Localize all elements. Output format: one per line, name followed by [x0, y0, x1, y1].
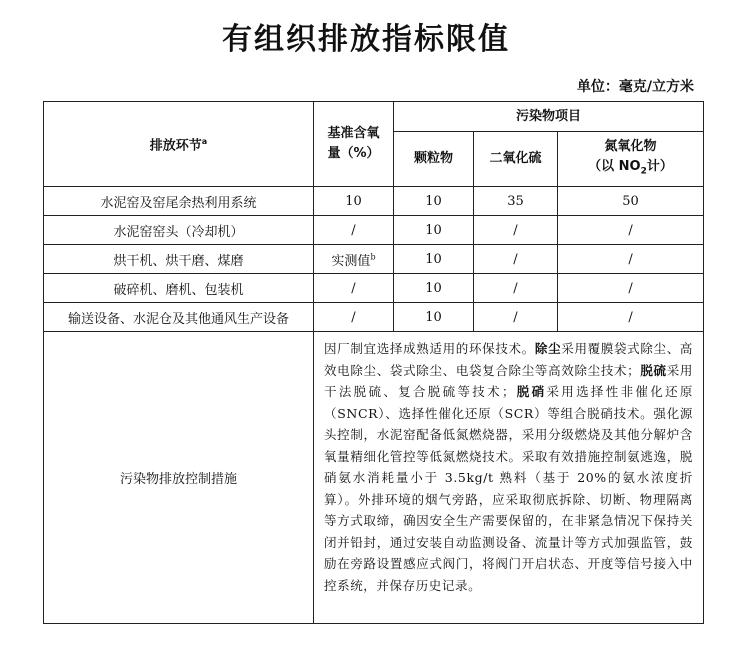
so2-cell: /	[474, 303, 558, 332]
nox-cell: /	[558, 274, 704, 303]
stage-cell: 破碎机、磨机、包装机	[44, 274, 314, 303]
header-nox	[558, 132, 704, 187]
so2-cell: /	[474, 274, 558, 303]
emission-limits-table	[43, 101, 704, 624]
header-so2: 二氧化硫	[474, 132, 558, 187]
so2-cell: /	[474, 245, 558, 274]
header-stage	[44, 102, 314, 187]
dust-removal-keyword: 除尘	[534, 341, 562, 356]
measures-row	[44, 332, 704, 624]
oxygen-cell: /	[314, 216, 394, 245]
header-nox-line2: （以 $NO_2$计）	[588, 158, 673, 177]
header-nox-line1: 氮氧化物	[604, 138, 657, 154]
footnote-mark-b: b	[370, 252, 376, 262]
measures-text: 因厂制宜选择成熟适用的环保技术。除尘采用覆膜袋式除尘、高效电除尘、袋式除尘、电袋复合除尘等高效除尘技术；脱硫采用干法脱硫、复合脱硫等技术；脱硝采用选择性非催化还原（SNCR）、选择性催化还原（SCR）等组合脱硝技术。强化源头控制，水泥窑配备低氮燃烧器，采用分级燃烧及其他分解炉含氧量精细化管控等低氮燃烧技术。采取有效措施控制氨逃逸，脱硝氨水消耗量小于 3.5kg/t 熟料（基于 20%的氨水浓度折算）。外排环境的烟气旁路，应采取彻底拆除、切断、物理隔离等方式取缔，确因安全生产需要保留的，在非紧急情况下保持关闭并铅封，通过安装自动监测设备、流量计等方式加强监管，鼓励在旁路设置感应式阀门，将阀门开启状态、开度等信号接入中控系统，并保存历史记录。	[314, 332, 704, 624]
page-title: 有组织排放指标限值	[222, 22, 510, 57]
oxygen-cell: /	[314, 274, 394, 303]
header-stage-label: 排放环节	[149, 138, 202, 154]
header-row	[44, 102, 704, 132]
nox-cell: 50	[558, 187, 704, 216]
pm-cell: 10	[394, 187, 474, 216]
stage-cell: 输送设备、水泥仓及其他通风生产设备	[44, 303, 314, 332]
pm-cell: 10	[394, 245, 474, 274]
table-row	[44, 216, 704, 245]
stage-cell: 水泥窑及窑尾余热利用系统	[44, 187, 314, 216]
nox-cell: /	[558, 245, 704, 274]
table-row	[44, 303, 704, 332]
so2-cell: 35	[474, 187, 558, 216]
table-row	[44, 187, 704, 216]
so2-cell: /	[474, 216, 558, 245]
denitrification-keyword: 脱硝	[515, 384, 547, 399]
nox-cell: /	[558, 303, 704, 332]
stage-cell: 水泥窑窑头（冷却机）	[44, 216, 314, 245]
header-pollutants: 污染物项目	[394, 102, 704, 132]
pm-cell: 10	[394, 303, 474, 332]
header-pm: 颗粒物	[394, 132, 474, 187]
nox-cell: /	[558, 216, 704, 245]
footnote-mark-a: a	[201, 136, 208, 146]
oxygen-cell: /	[314, 303, 394, 332]
pm-cell: 10	[394, 274, 474, 303]
table-row	[44, 245, 704, 274]
stage-cell: 烘干机、烘干磨、煤磨	[44, 245, 314, 274]
unit-label: 单位：毫克/立方米	[576, 79, 694, 95]
header-oxygen: 基准含氧量（%）	[314, 102, 394, 187]
pm-cell: 10	[394, 216, 474, 245]
table-row	[44, 274, 704, 303]
oxygen-cell: 10	[314, 187, 394, 216]
oxygen-cell: 实测值$^b$	[314, 245, 394, 274]
measures-label: 污染物排放控制措施	[44, 332, 314, 624]
desulfurization-keyword: 脱硫	[640, 362, 667, 378]
